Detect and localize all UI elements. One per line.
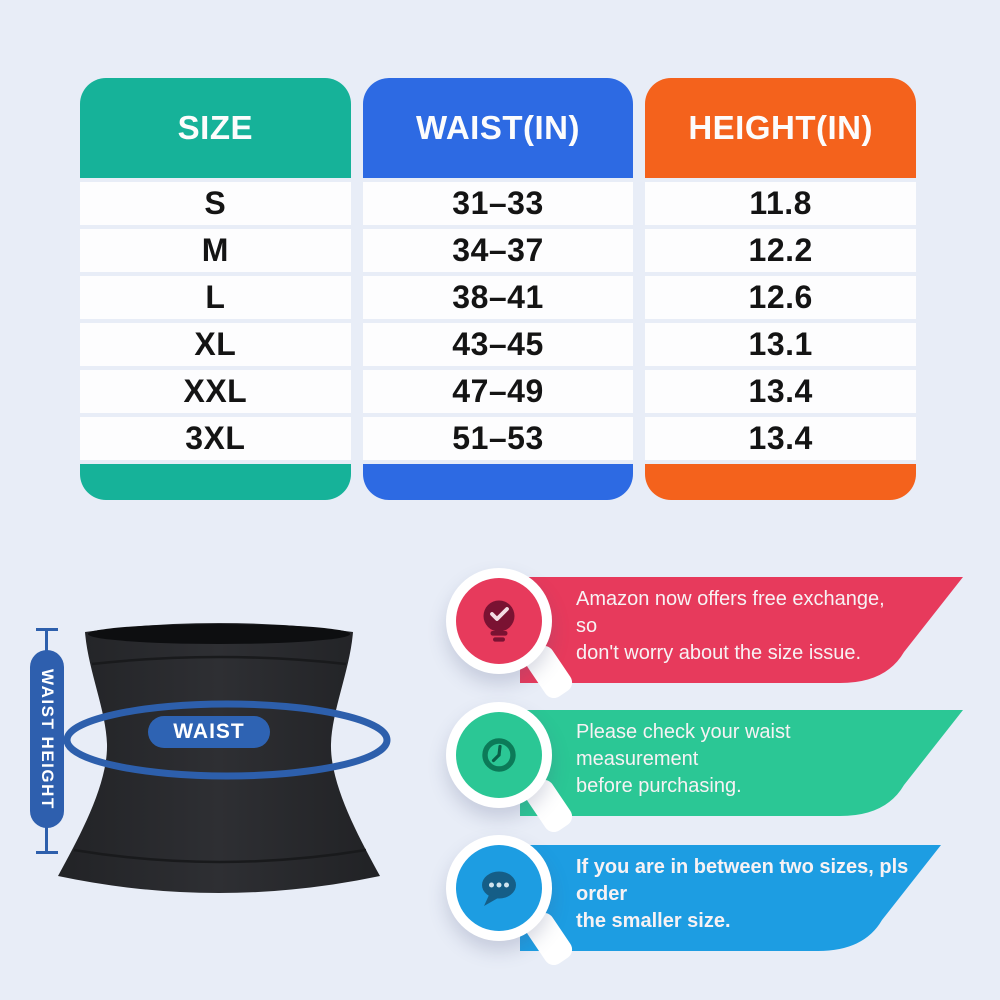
waist-column-header: WAIST(IN) bbox=[363, 78, 634, 178]
size-cell: XL bbox=[80, 323, 351, 366]
size-cell: 3XL bbox=[80, 417, 351, 460]
size-column-header: SIZE bbox=[80, 78, 351, 178]
waist-cell: 34–37 bbox=[363, 229, 634, 272]
waist-column bbox=[363, 78, 634, 500]
callout-text bbox=[576, 845, 916, 943]
size-column bbox=[80, 78, 351, 500]
size-column-footer bbox=[80, 464, 351, 500]
size-cell: L bbox=[80, 276, 351, 319]
chat-dots-icon bbox=[475, 864, 523, 912]
callout-banner-between-sizes bbox=[520, 845, 941, 951]
icon-disc bbox=[456, 845, 542, 931]
height-cell: 11.8 bbox=[645, 182, 916, 225]
waist-cell: 43–45 bbox=[363, 323, 634, 366]
height-column-header: HEIGHT(IN) bbox=[645, 78, 916, 178]
icon-disc bbox=[456, 712, 542, 798]
callout-line: Amazon now offers free exchange, so bbox=[576, 587, 885, 637]
waist-column-footer bbox=[363, 464, 634, 500]
icon-disc bbox=[456, 578, 542, 664]
height-column-footer bbox=[645, 464, 916, 500]
waist-cell: 47–49 bbox=[363, 370, 634, 413]
clock-icon bbox=[475, 731, 523, 779]
waist-label-pill bbox=[148, 716, 270, 748]
size-cell: M bbox=[80, 229, 351, 272]
callout-icon-badge bbox=[446, 835, 552, 941]
trainer-opening bbox=[88, 624, 350, 644]
size-table bbox=[80, 78, 916, 500]
size-cell: XXL bbox=[80, 370, 351, 413]
callout-banner-measure bbox=[520, 710, 963, 816]
waist-cell: 31–33 bbox=[363, 182, 634, 225]
waist-label: WAIST bbox=[173, 720, 245, 743]
callout-text bbox=[576, 710, 906, 808]
callout-icon-badge bbox=[446, 568, 552, 674]
lightbulb-check-icon bbox=[475, 597, 523, 645]
height-cell: 13.4 bbox=[645, 417, 916, 460]
callout-line: before purchasing. bbox=[576, 774, 742, 797]
waist-height-label: WAIST HEIGHT bbox=[38, 668, 57, 810]
callout-banner-exchange bbox=[520, 577, 963, 683]
callout-text bbox=[576, 577, 906, 675]
callout-line: the smaller size. bbox=[576, 909, 731, 932]
waist-cell: 51–53 bbox=[363, 417, 634, 460]
height-column bbox=[645, 78, 916, 500]
callout-line: don't worry about the size issue. bbox=[576, 641, 862, 664]
height-cell: 13.1 bbox=[645, 323, 916, 366]
waist-cell: 38–41 bbox=[363, 276, 634, 319]
callout-line: Please check your waist measurement bbox=[576, 720, 791, 770]
height-cell: 13.4 bbox=[645, 370, 916, 413]
waist-trainer-image bbox=[40, 610, 400, 900]
callout-icon-badge bbox=[446, 702, 552, 808]
size-cell: S bbox=[80, 182, 351, 225]
height-cell: 12.6 bbox=[645, 276, 916, 319]
height-cell: 12.2 bbox=[645, 229, 916, 272]
callout-line: If you are in between two sizes, pls order bbox=[576, 855, 909, 905]
